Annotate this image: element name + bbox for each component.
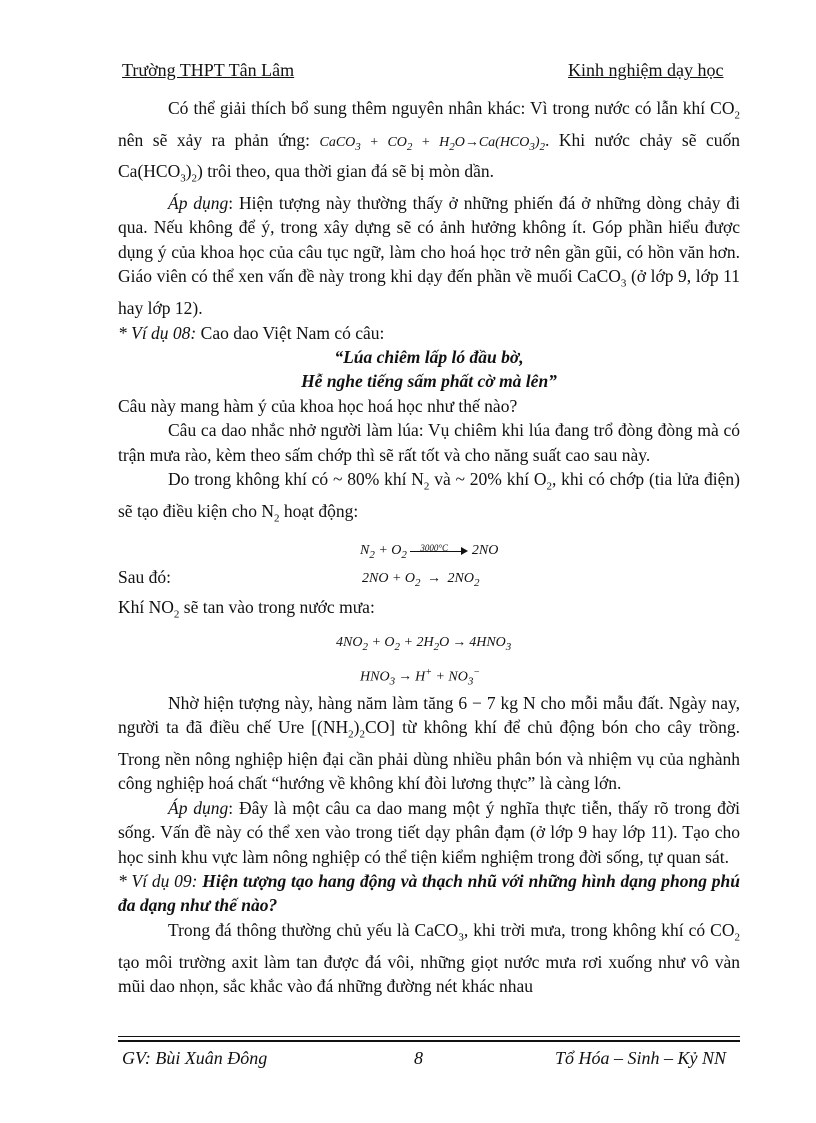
paragraph-6: Áp dụng: Đây là một câu ca dao mang một ý nghĩa thực tiễn, thấy rõ trong đời sống. Vấn đề này có thể xen vào trong tiết dạy phân đạm (ở lớp 9 hay lớp 11). Tạo cho học sinh khu vực làm nông nghiệp có thể tiện kiểm nghiệm trong đời sống, tự quan sát. — [118, 797, 740, 867]
footer-teacher: GV: Bùi Xuân Đông — [122, 1048, 268, 1068]
equation-caco3: CaCO$_3$ + $CO_2 + H_2O\to Ca(HCO_3)_2$ — [319, 134, 546, 153]
paragraph-3: Câu ca dao nhắc nhở người làm lúa: Vụ chiêm khi lúa đang trổ đòng đòng mà có trận mưa rào, kèm theo sấm chớp thì sẽ rất tốt và cho năng suất cao sau này. — [118, 420, 740, 465]
example-08: * Ví dụ 08: Cao dao Việt Nam có câu: — [118, 322, 385, 343]
footer-dept: Tổ Hóa – Sinh – Kỷ NN — [555, 1048, 727, 1068]
header-school: Trường THPT Tân Lâm — [122, 60, 295, 80]
paragraph-2: Áp dụng: Hiện tượng này thường thấy ở những phiến đá ở những dòng chảy đi qua. Nếu không để ý, trong xây dựng sẽ có ảnh hưởng không ít. Góp phần hiểu được dụng ý của khoa học của câu tục ngữ, làm cho hoá học trở nên gần gũi, có hồn văn hơn. Giáo viên có thể xen vấn đề này trong khi dạy đến phần về muối CaCO$_3$ (ở lớp 9, lớp 11 hay lớp 12). — [118, 193, 740, 319]
example-09: * Ví dụ 09: Hiện tượng tạo hang động và thạch nhũ với những hình dạng phong phú đa dạng như thế nào? — [118, 871, 740, 916]
equation-hno3: $4NO_2 + O_2 + 2H_2O \to 4HNO_3$ — [336, 634, 512, 653]
question-08: Câu này mang hàm ý của khoa học hoá học như thế nào? — [118, 395, 518, 416]
equation-no-o2: Sau đó: $2NO + O_2 \to 2NO_2$ — [118, 566, 480, 589]
equation-n2-o2: $N_2 + O_2$ 3000°C 2NO — [360, 542, 499, 561]
footer-rule-top — [118, 1036, 740, 1037]
equation-ionization: $HNO_3 \to H^+ + NO_3^-$ — [360, 666, 481, 688]
no2-dissolve: Khí $NO_2$ sẽ tan vào trong nước mưa: — [118, 596, 375, 621]
paragraph-7: Trong đá thông thường chủ yếu là CaCO$_3$, khi trời mưa, trong không khí có $CO_2$ tạo môi trường axit làm tan được đá vôi, những giọt nước mưa rơi xuống như vô vàn mũi dao nhọn, sắc khắc vào đá những đường nét khác nhau — [118, 919, 740, 997]
paragraph-5: Nhờ hiện tượng này, hàng năm làm tăng 6 − 7 kg N cho mỗi mẫu đất. Ngày nay, người ta đã điều chế Ure $[(NH_2)_2CO]$ từ không khí để chủ động bón cho cây trồng. Trong nền nông nghiệp hiện đại cần phải dùng nhiều phân bón và nhiệm vụ của nghành công nghiệp hoá chất “hướng về không khí đòi lương thực” là càng lớn. — [118, 692, 741, 794]
page-number: 8 — [414, 1048, 423, 1068]
footer-rule-bottom — [118, 1040, 740, 1042]
poem-line-2: Hễ nghe tiếng sấm phất cờ mà lên” — [301, 371, 557, 392]
poem-line-1: “Lúa chiêm lấp ló đầu bờ, — [334, 346, 524, 367]
paragraph-1: Có thể giải thích bổ sung thêm nguyên nhân khác: Vì trong nước có lẫn khí $CO_2$ nên sẽ xảy ra phản ứng: CaCO$_3$ + $CO_2 + H_2O\to Ca(HCO_3)_2$. Khi nước chảy sẽ cuốn $Ca(HCO_3)_2$) trôi theo, qua thời gian đá sẽ bị mòn dần. — [118, 98, 741, 185]
paragraph-4: Do trong không khí có ~ 80% khí $N_2$ và ~ 20% khí $O_2$, khi có chớp (tia lửa điện) sẽ tạo điều kiện cho $N_2$ hoạt động: — [118, 468, 740, 525]
document-body — [118, 96, 740, 999]
header-title: Kinh nghiệm dạy học — [568, 60, 724, 80]
